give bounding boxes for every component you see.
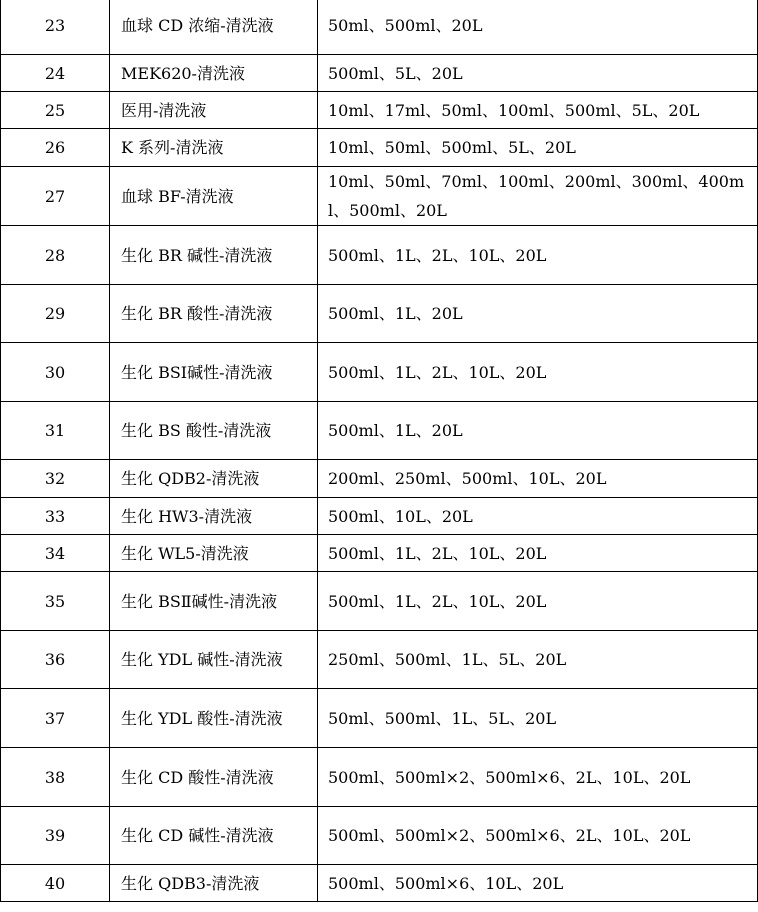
package-sizes-cell: 10ml、17ml、50ml、100ml、500ml、5L、20L xyxy=(318,92,758,129)
table-row xyxy=(1,285,758,343)
row-number-cell: 34 xyxy=(1,535,110,572)
package-sizes-cell: 500ml、1L、20L xyxy=(318,285,758,343)
package-sizes-cell: 500ml、1L、2L、10L、20L xyxy=(318,572,758,631)
product-name-cell: 医用-清洗液 xyxy=(110,92,318,129)
product-name-cell: 血球 BF-清洗液 xyxy=(110,167,318,226)
table-body xyxy=(1,0,758,902)
table-row xyxy=(1,498,758,535)
package-sizes-cell: 50ml、500ml、20L xyxy=(318,0,758,55)
product-name-cell: 生化 BR 酸性-清洗液 xyxy=(110,285,318,343)
row-number-cell: 35 xyxy=(1,572,110,631)
table-row xyxy=(1,55,758,92)
package-sizes-cell: 200ml、250ml、500ml、10L、20L xyxy=(318,460,758,498)
package-sizes-cell: 10ml、50ml、70ml、100ml、200ml、300ml、400ml、500ml、20L xyxy=(318,167,758,226)
package-sizes-cell: 500ml、500ml×2、500ml×6、2L、10L、20L xyxy=(318,807,758,865)
table-row xyxy=(1,807,758,865)
package-sizes-cell: 500ml、500ml×6、10L、20L xyxy=(318,865,758,902)
product-name-cell: 生化 CD 酸性-清洗液 xyxy=(110,748,318,807)
row-number-cell: 26 xyxy=(1,129,110,167)
product-name-cell: 生化 QDB2-清洗液 xyxy=(110,460,318,498)
product-name-cell: 生化 BR 碱性-清洗液 xyxy=(110,226,318,285)
product-name-cell: 生化 YDL 酸性-清洗液 xyxy=(110,689,318,748)
row-number-cell: 27 xyxy=(1,167,110,226)
table-row xyxy=(1,0,758,55)
row-number-cell: 31 xyxy=(1,402,110,460)
table-row xyxy=(1,865,758,902)
product-name-cell: 生化 BS 酸性-清洗液 xyxy=(110,402,318,460)
table-row xyxy=(1,631,758,689)
product-name-cell: MEK620-清洗液 xyxy=(110,55,318,92)
table-row xyxy=(1,343,758,402)
row-number-cell: 36 xyxy=(1,631,110,689)
row-number-cell: 30 xyxy=(1,343,110,402)
package-sizes-cell: 500ml、1L、2L、10L、20L xyxy=(318,226,758,285)
product-name-cell: 生化 BSⅠ碱性-清洗液 xyxy=(110,343,318,402)
package-sizes-cell: 50ml、500ml、1L、5L、20L xyxy=(318,689,758,748)
product-name-cell: 血球 CD 浓缩-清洗液 xyxy=(110,0,318,55)
package-sizes-cell: 500ml、1L、2L、10L、20L xyxy=(318,535,758,572)
package-sizes-cell: 10ml、50ml、500ml、5L、20L xyxy=(318,129,758,167)
row-number-cell: 24 xyxy=(1,55,110,92)
table-row xyxy=(1,572,758,631)
table-row xyxy=(1,402,758,460)
row-number-cell: 38 xyxy=(1,748,110,807)
product-name-cell: 生化 CD 碱性-清洗液 xyxy=(110,807,318,865)
row-number-cell: 40 xyxy=(1,865,110,902)
product-name-cell: 生化 WL5-清洗液 xyxy=(110,535,318,572)
table-row xyxy=(1,226,758,285)
package-sizes-cell: 250ml、500ml、1L、5L、20L xyxy=(318,631,758,689)
product-name-cell: 生化 BSⅡ碱性-清洗液 xyxy=(110,572,318,631)
table-row xyxy=(1,689,758,748)
table-row xyxy=(1,460,758,498)
row-number-cell: 28 xyxy=(1,226,110,285)
package-sizes-cell: 500ml、500ml×2、500ml×6、2L、10L、20L xyxy=(318,748,758,807)
product-name-cell: 生化 QDB3-清洗液 xyxy=(110,865,318,902)
row-number-cell: 39 xyxy=(1,807,110,865)
table-row xyxy=(1,92,758,129)
row-number-cell: 32 xyxy=(1,460,110,498)
row-number-cell: 33 xyxy=(1,498,110,535)
row-number-cell: 23 xyxy=(1,0,110,55)
product-name-cell: K 系列-清洗液 xyxy=(110,129,318,167)
table-row xyxy=(1,535,758,572)
row-number-cell: 29 xyxy=(1,285,110,343)
table-row xyxy=(1,167,758,226)
package-sizes-cell: 500ml、1L、20L xyxy=(318,402,758,460)
row-number-cell: 37 xyxy=(1,689,110,748)
product-name-cell: 生化 HW3-清洗液 xyxy=(110,498,318,535)
package-sizes-cell: 500ml、10L、20L xyxy=(318,498,758,535)
table-row xyxy=(1,129,758,167)
package-sizes-cell: 500ml、5L、20L xyxy=(318,55,758,92)
row-number-cell: 25 xyxy=(1,92,110,129)
table-row xyxy=(1,748,758,807)
package-sizes-cell: 500ml、1L、2L、10L、20L xyxy=(318,343,758,402)
product-name-cell: 生化 YDL 碱性-清洗液 xyxy=(110,631,318,689)
